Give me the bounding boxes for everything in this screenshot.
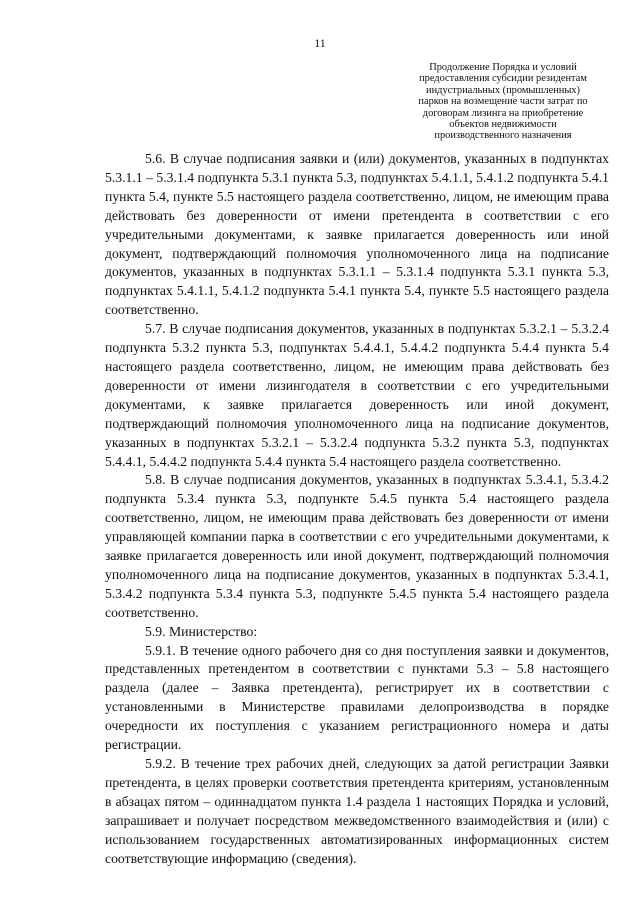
paragraph-5-9-2: 5.9.2. В течение трех рабочих дней, следующих за датой регистрации Заявки претендента, в целях проверки соответствия претендента критериям, установленным в абзацах пятом – одиннадцатом пункта 1.4 раздела 1 настоящих Порядка и условий, запрашивает и получает посредством межведомственного взаимодействия и (или) с использованием государственных автоматизированных информационных систем соответствующие информацию (сведения). — [105, 756, 609, 866]
header-line: производственного назначения — [434, 130, 572, 142]
paragraph-5-6: 5.6. В случае подписания заявки и (или) документов, указанных в подпунктах 5.3.1.1 – 5.3.1.4 подпункта 5.3.1 пункта 5.3, подпунктах 5.4.1.1, 5.4.1.2 подпункта 5.4.1 пункта 5.4, пункте 5.5 настоящего раздела соответственно, лицом, не имеющим права действовать без доверенности от имени претендента в соответствии с его учредительными документами, к заявке прилагается доверенность или иной документ, подтверждающий полномочия уполномоченного лица на подписание документов, указанных в подпунктах 5.3.1.1 – 5.3.1.4 подпункта 5.3.1 пункта 5.3, подпунктах 5.4.1.1, 5.4.1.2 подпункта 5.4.1 пункта 5.4, пункте 5.5 настоящего раздела соответственно. — [105, 151, 609, 318]
header-line: объектов недвижимости — [449, 119, 557, 131]
paragraph-5-9: 5.9. Министерство: — [145, 623, 258, 639]
header-line: предоставления субсидии резидентам — [419, 73, 587, 85]
paragraph-5-9-1: 5.9.1. В течение одного рабочего дня со дня поступления заявки и документов, представленных претендентом в соответствии с пунктами 5.3 – 5.8 настоящего раздела (далее – Заявка претендента), регистрирует их в соответствии с установленными в Министерстве правилами делопроизводства в порядке очередности их поступления с указанием регистрационного номера и даты регистрации. — [105, 642, 609, 753]
document-header — [388, 62, 618, 142]
header-line: договорам лизинга на приобретение — [422, 107, 584, 119]
header-line: парков на возмещение части затрат по — [418, 96, 588, 108]
paragraph-5-7: 5.7. В случае подписания документов, указанных в подпунктах 5.3.2.1 – 5.3.2.4 подпункта 5.3.2 пункта 5.3, подпунктах 5.4.4.1, 5.4.4.2 подпункта 5.4.4 пункта 5.4 настоящего раздела соответственно, лицом, не имеющим права действовать без доверенности от имени лизингодателя в соответствии с его учредительными документами, к заявке прилагается доверенность или иной документ, подтверждающий полномочия уполномоченного лица на подписание документов, указанных в подпунктах 5.3.2.1 – 5.3.2.4 подпункта 5.3.2 пункта 5.3, подпунктах 5.4.4.1, 5.4.4.2 подпункта 5.4.4 пункта 5.4 настоящего раздела соответственно. — [105, 321, 609, 469]
header-line: индустриальных (промышленных) — [426, 84, 580, 96]
page-number: 11 — [314, 36, 326, 50]
paragraph-5-8: 5.8. В случае подписания документов, указанных в подпунктах 5.3.4.1, 5.3.4.2 подпункта 5.3.4 пункта 5.3, подпункте 5.4.5 пункта 5.4 настоящего раздела соответственно, лицом, не имеющим права действовать без доверенности от имени управляющей компании парка в соответствии с его учредительными документами, к заявке прилагается доверенность или иной документ, подтверждающий полномочия уполномоченного лица на подписание документов, указанных в подпунктах 5.3.4.1, 5.3.4.2 подпункта 5.3.4 пункта 5.3, подпункте 5.4.5 пункта 5.4 настоящего раздела соответственно. — [105, 472, 609, 620]
header-line: Продолжение Порядка и условий — [429, 62, 577, 73]
document-body — [105, 150, 609, 868]
